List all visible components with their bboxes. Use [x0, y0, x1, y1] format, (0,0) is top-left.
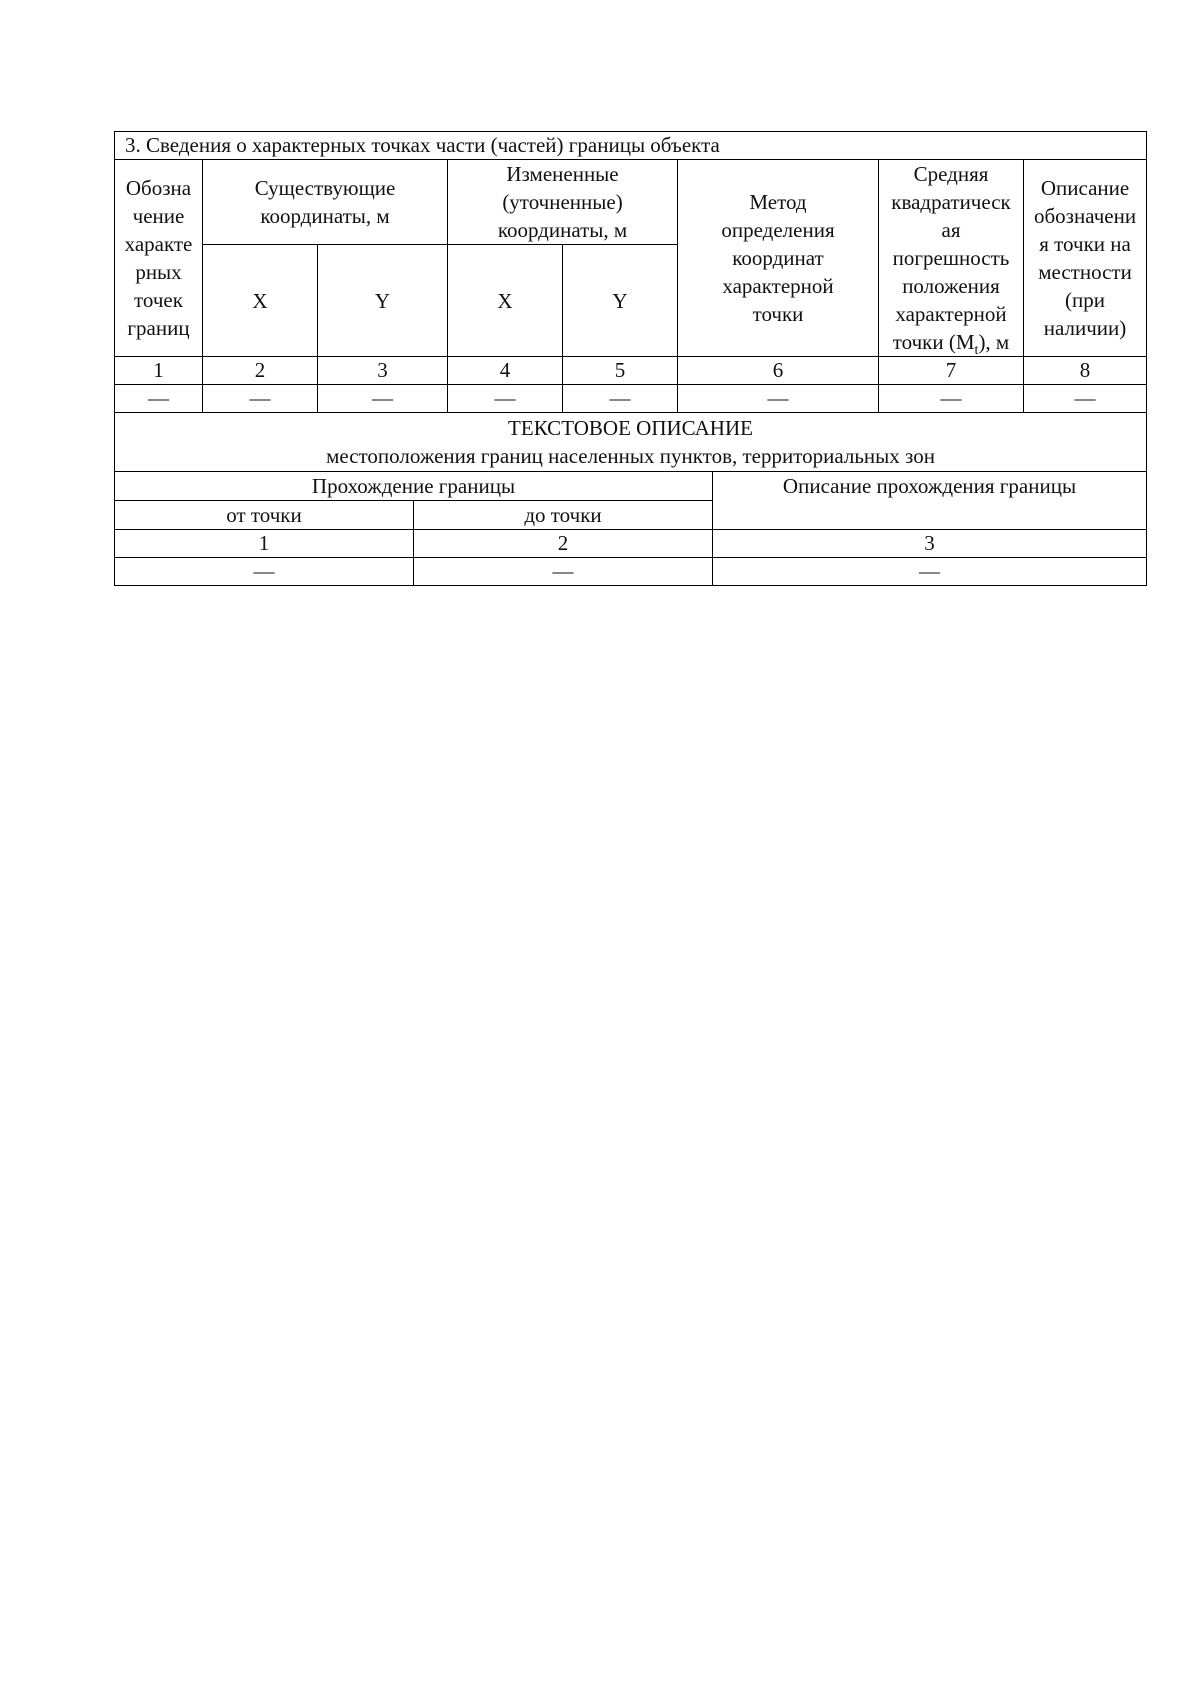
- section-title: 3. Сведения о характерных точках части (частей) границы объекта: [115, 132, 1147, 160]
- column-number: 6: [678, 357, 879, 385]
- empty-value-dash: —: [414, 557, 713, 585]
- error-header-unit: ), м: [978, 330, 1010, 354]
- column-number: 2: [203, 357, 318, 385]
- column-number: 3: [318, 357, 448, 385]
- changed-x-header: X: [448, 245, 563, 357]
- empty-value-dash: —: [448, 385, 563, 413]
- existing-coordinates-header: Существующие координаты, м: [203, 160, 448, 245]
- empty-value-dash: —: [563, 385, 678, 413]
- empty-value-dash: —: [115, 385, 203, 413]
- error-header: [879, 160, 1024, 357]
- column-number: 1: [115, 357, 203, 385]
- text-description-table: [114, 412, 1147, 586]
- empty-value-dash: —: [713, 557, 1147, 585]
- text-description-subtitle: местоположения границ населенных пунктов, территориальных зон: [326, 443, 935, 468]
- error-header-subscript: t: [974, 343, 979, 357]
- column-number: 1: [115, 529, 414, 557]
- column-number: 5: [563, 357, 678, 385]
- point-designation-header: Обозна чение характе рных точек границ: [115, 160, 203, 357]
- empty-value-dash: —: [318, 385, 448, 413]
- empty-value-dash: —: [115, 557, 414, 585]
- error-header-text: Средняя квадратическ ая погрешность положения характерной точки (M: [891, 162, 1011, 354]
- empty-value-dash: —: [678, 385, 879, 413]
- column-number: 4: [448, 357, 563, 385]
- empty-value-dash: —: [203, 385, 318, 413]
- to-point-header: до точки: [414, 500, 713, 529]
- text-description-heading: [115, 412, 1147, 471]
- method-header: Метод определения координат характерной точки: [678, 160, 879, 357]
- point-description-header: Описание обозначени я точки на местности (при наличии): [1024, 160, 1147, 357]
- column-number: 8: [1024, 357, 1147, 385]
- column-number: 2: [414, 529, 713, 557]
- changed-y-header: Y: [563, 245, 678, 357]
- text-description-title: ТЕКСТОВОЕ ОПИСАНИЕ: [508, 415, 753, 440]
- existing-y-header: Y: [318, 245, 448, 357]
- document-sheet: [114, 131, 1146, 586]
- existing-x-header: X: [203, 245, 318, 357]
- characteristic-points-table: [114, 131, 1147, 413]
- empty-value-dash: —: [1024, 385, 1147, 413]
- column-number: 3: [713, 529, 1147, 557]
- changed-coordinates-header: Измененные (уточненные) координаты, м: [448, 160, 678, 245]
- boundary-passage-header: Прохождение границы: [115, 471, 713, 500]
- empty-value-dash: —: [879, 385, 1024, 413]
- passage-description-header: Описание прохождения границы: [713, 471, 1147, 529]
- from-point-header: от точки: [115, 500, 414, 529]
- column-number: 7: [879, 357, 1024, 385]
